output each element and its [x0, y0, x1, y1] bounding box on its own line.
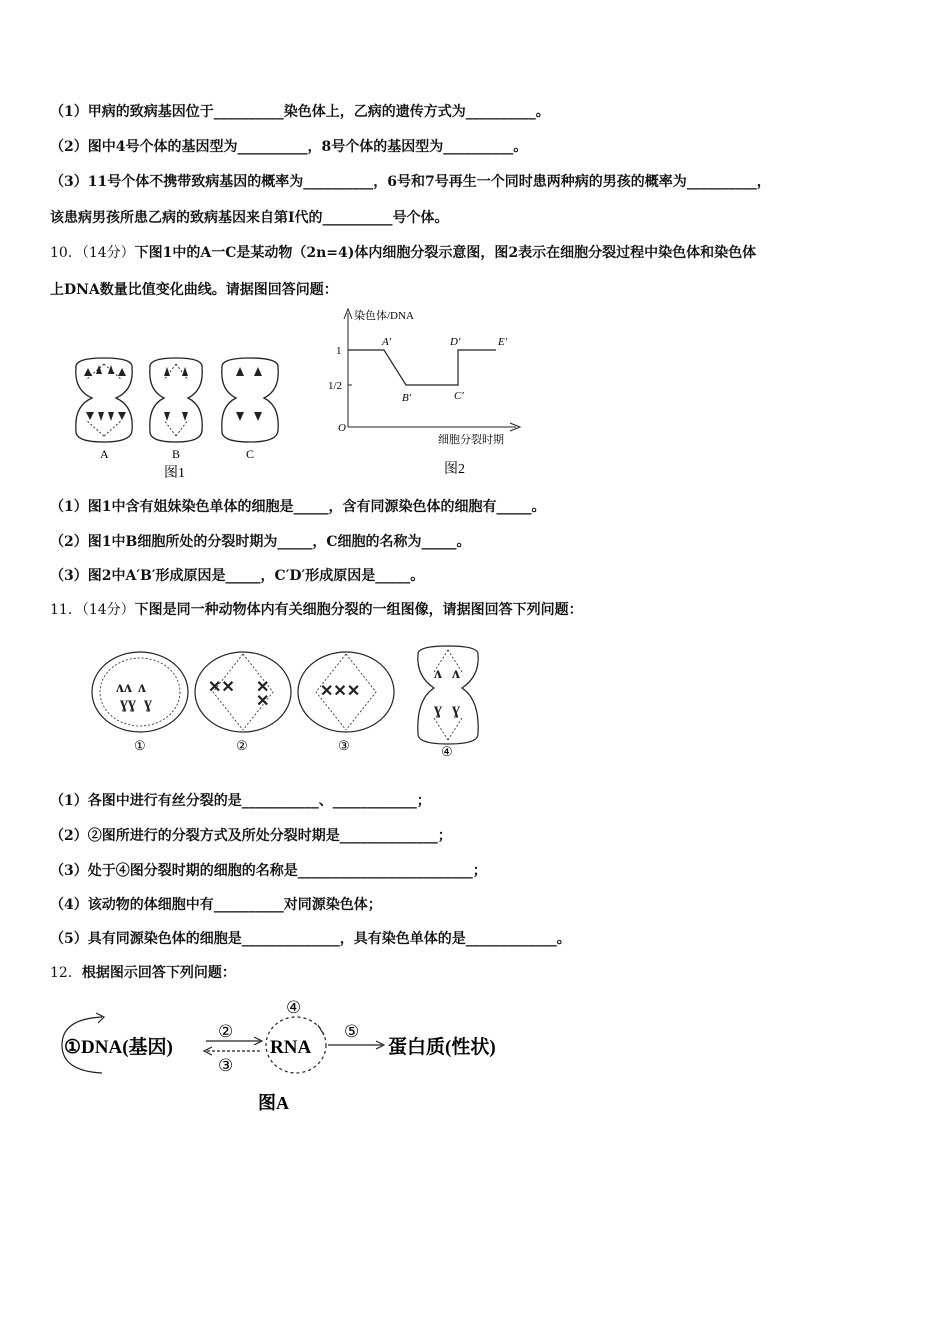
q11-part1: （1）各图中进行有丝分裂的是___________、____________；: [50, 793, 431, 809]
q12-step5: ⑤: [344, 1022, 360, 1041]
q12-step4: ④: [286, 998, 302, 1017]
q12-number: 12．: [50, 965, 82, 981]
q9-part2: （2）图中4号个体的基因型为__________，8号个体的基因型为__________。: [50, 139, 528, 155]
q9-part3a: （3）11号个体不携带致病基因的概率为__________，6号和7号再生一个同时患两种病的男孩的概率为__________，: [50, 174, 771, 190]
svg-text:ɣ: ɣ: [144, 695, 152, 712]
q11-label-3: ③: [338, 738, 350, 753]
fig2-curve: [348, 350, 496, 385]
fig2-ytick-half: 1/2: [328, 380, 343, 392]
q11-label-2: ②: [236, 738, 248, 753]
q10-stem-line1: [50, 243, 756, 263]
svg-text:ʌ: ʌ: [434, 665, 442, 682]
q10-stem-line2: 上DNA数量比值变化曲线。请据图回答问题：: [50, 282, 338, 298]
svg-text:ʌ: ʌ: [138, 679, 146, 696]
q10-figure2: [326, 305, 536, 480]
svg-text:✕: ✕: [256, 693, 270, 710]
q12-dna: ①DNA(基因): [64, 1037, 173, 1058]
fig2-ylabel: 染色体/DNA: [354, 310, 414, 322]
fig2-point-A: A′: [382, 336, 392, 348]
fig2-origin: O: [338, 422, 346, 434]
fig1-label-A: A: [100, 447, 109, 461]
fig2-point-C: C′: [454, 390, 464, 402]
svg-text:ʌʌ: ʌʌ: [116, 679, 132, 696]
svg-text:✕✕✕: ✕✕✕: [320, 683, 361, 700]
q12-caption: 图A: [258, 1093, 289, 1113]
q10-part2: （2）图1中B细胞所处的分裂时期为_____，C细胞的名称为_____。: [50, 534, 471, 550]
q11-label-4: ④: [441, 744, 453, 759]
svg-text:ʌ: ʌ: [452, 665, 460, 682]
svg-text:ɣ: ɣ: [434, 701, 442, 718]
svg-text:ɣ: ɣ: [452, 701, 460, 718]
svg-text:✕✕: ✕✕: [208, 679, 235, 696]
q12-step3: ③: [218, 1056, 234, 1075]
q11-stem: 下图是同一种动物体内有关细胞分裂的一组图像，请据图回答下列问题：: [134, 602, 583, 618]
q12-stem: 根据图示回答下列问题：: [81, 965, 236, 981]
q12-protein: 蛋白质(性状): [388, 1037, 496, 1058]
q12-stem-line: [50, 963, 236, 983]
fig1-label-B: B: [172, 447, 181, 461]
fig2-caption: 图2: [444, 462, 465, 477]
fig1-caption: 图1: [164, 466, 185, 480]
q10-figure1: [60, 350, 300, 480]
q12-rna: RNA: [270, 1037, 312, 1058]
q10-stem1: 下图1中的A一C是某动物（2n=4)体内细胞分裂示意图，图2表示在细胞分裂过程中染色体和染色体: [134, 245, 757, 261]
q11-part2: （2）②图所进行的分裂方式及所处分裂时期是______________；: [50, 828, 452, 844]
fig2-point-E: E′: [498, 336, 508, 348]
q11-part4: （4）该动物的体细胞中有__________对同源染色体；: [50, 897, 382, 913]
q11-figure: [88, 642, 488, 760]
q10-part1: （1）图1中含有姐妹染色单体的细胞是_____，含有同源染色体的细胞有_____。: [50, 499, 546, 515]
q9-part1: （1）甲病的致病基因位于__________染色体上，乙病的遗传方式为__________。: [50, 104, 550, 120]
fig1-label-C: C: [246, 447, 255, 461]
fig2-point-D: D′: [450, 336, 461, 348]
q11-stem-line: [50, 600, 583, 620]
svg-text:ɣɣ: ɣɣ: [120, 695, 136, 712]
q11-part3: （3）处于④图分裂时期的细胞的名称是_________________________；: [50, 863, 487, 879]
q11-label-1: ①: [134, 738, 146, 753]
fig2-ytick-1: 1: [336, 345, 342, 357]
q10-part3: （3）图2中A′B′形成原因是_____，C′D′形成原因是_____。: [50, 568, 425, 584]
fig2-xlabel: 细胞分裂时期: [438, 434, 504, 446]
q10-number: 10．（14分）: [50, 245, 135, 261]
q12-diagram: [56, 995, 546, 1120]
q11-number: 11．（14分）: [50, 602, 135, 618]
svg-text:✕: ✕: [256, 679, 270, 696]
fig2-point-B: B′: [402, 392, 412, 404]
q11-part5: （5）具有同源染色体的细胞是______________，具有染色单体的是_____________。: [50, 931, 571, 947]
q12-step2: ②: [218, 1022, 234, 1041]
q9-part3b: 该患病男孩所患乙病的致病基因来自第Ⅰ代的__________号个体。: [50, 210, 449, 226]
